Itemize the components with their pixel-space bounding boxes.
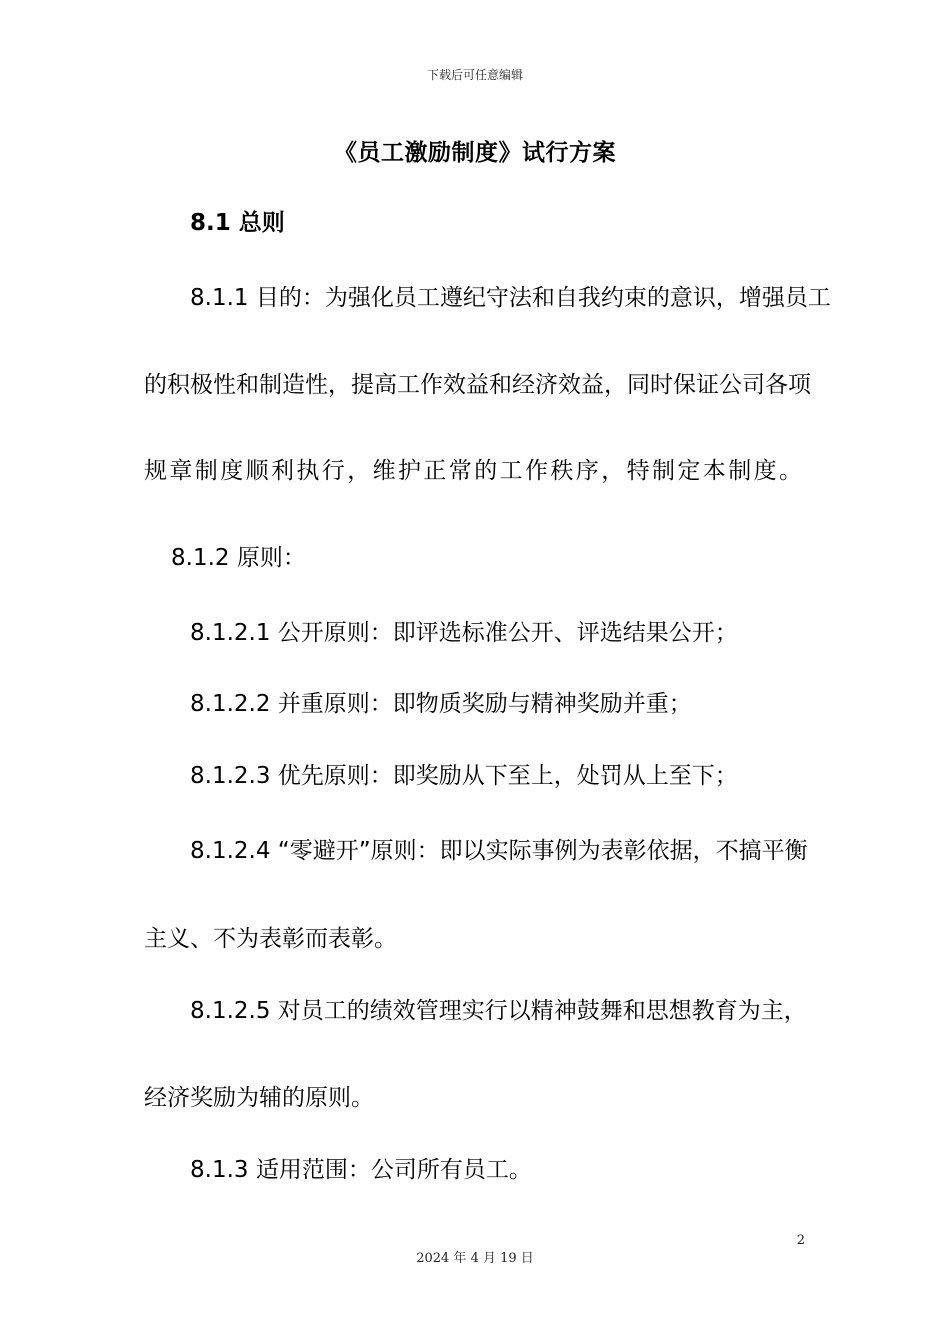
footer-date: 2024 年 4 月 19 日 [416, 1251, 534, 1266]
paragraph-line: 8.1.2 原则： [171, 545, 306, 571]
paragraph-line: 经济奖励为辅的原则。 [144, 1085, 374, 1111]
paragraph-line: 8.1.1 目的：为强化员工遵纪守法和自我约束的意识，增强员工 [190, 285, 831, 311]
document-title: 《员工激励制度》试行方案 [334, 140, 616, 166]
paragraph-line: 8.1.2.4 “零避开”原则：即以实际事例为表彰依据，不搞平衡 [190, 838, 808, 864]
paragraph-line: 8.1.2.2 并重原则：即物质奖励与精神奖励并重； [190, 691, 692, 717]
paragraph-line: 8.1.2.5 对员工的绩效管理实行以精神鼓舞和思想教育为主， [190, 998, 807, 1024]
paragraph-line: 8.1.2.1 公开原则：即评选标准公开、评选结果公开； [190, 620, 738, 646]
paragraph-line: 规章制度顺利执行，维护正常的工作秩序，特制定本制度。 [144, 458, 802, 484]
section-heading: 8.1 总则 [190, 210, 285, 236]
header-note: 下载后可任意编辑 [426, 68, 523, 82]
paragraph-line: 8.1.3 适用范围：公司所有员工。 [190, 1157, 532, 1183]
paragraph-line: 8.1.2.3 优先原则：即奖励从下至上，处罚从上至下； [190, 763, 738, 789]
page-number: 2 [796, 1233, 805, 1248]
paragraph-line: 的积极性和制造性，提高工作效益和经济效益，同时保证公司各项 [144, 372, 811, 398]
paragraph-line: 主义、不为表彰而表彰。 [144, 926, 397, 952]
